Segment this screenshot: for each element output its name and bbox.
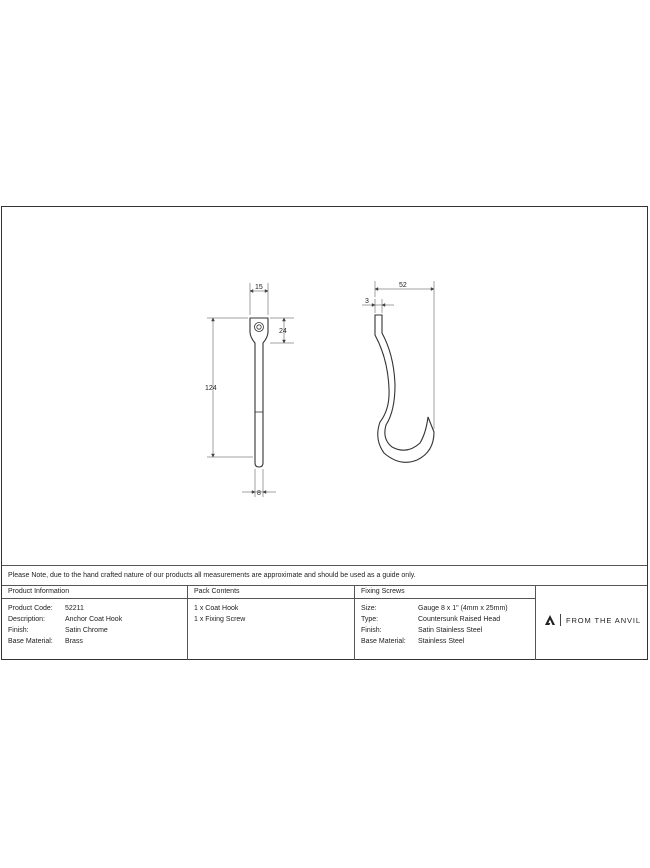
fixing-screws-column [355,586,536,660]
fixing-screws-heading: Fixing Screws [355,586,535,599]
side-view [375,315,434,462]
brand-logo [544,614,641,626]
base-material-row: Base Material: Brass [8,638,83,645]
pack-contents-heading: Pack Contents [188,586,354,599]
dim-side-offset: 3 [365,298,369,305]
anvil-a-logo-icon [544,614,556,626]
dim-front-width: 15 [255,284,263,291]
dim-shank-width: 8 [257,490,261,497]
product-info-table [2,585,647,659]
screw-finish-row: Finish: Satin Stainless Steel [361,627,483,634]
dim-eye-height: 24 [279,328,287,335]
description-row: Description: Anchor Coat Hook [8,616,123,623]
product-code-row: Product Code: 52211 [8,605,84,612]
front-dimension-lines [207,283,294,497]
brand-column [536,586,647,660]
pack-item: 1 x Fixing Screw [194,616,246,623]
technical-drawing-sheet [1,206,648,660]
measurement-note: Please Note, due to the hand crafted nature of our products all measurements are approximate and should be used as a guide only. [2,565,647,585]
screw-material-row: Base Material: Stainless Steel [361,638,465,645]
screw-hole-icon [255,323,264,332]
brand-name: FROM THE ANVIL [566,615,641,625]
side-dimension-lines [362,281,434,429]
screw-type-row: Type: Countersunk Raised Head [361,616,501,623]
front-view [250,318,268,467]
hook-drawing [2,207,647,565]
drawing-area [2,207,647,565]
pack-contents-column [188,586,355,660]
dim-total-height: 124 [205,385,217,392]
logo-separator [560,614,561,626]
product-information-column [2,586,188,660]
screw-size-row: Size: Gauge 8 x 1" (4mm x 25mm) [361,605,508,612]
product-information-heading: Product Information [2,586,187,599]
dim-side-depth: 52 [399,282,407,289]
pack-item: 1 x Coat Hook [194,605,239,612]
finish-row: Finish: Satin Chrome [8,627,108,634]
